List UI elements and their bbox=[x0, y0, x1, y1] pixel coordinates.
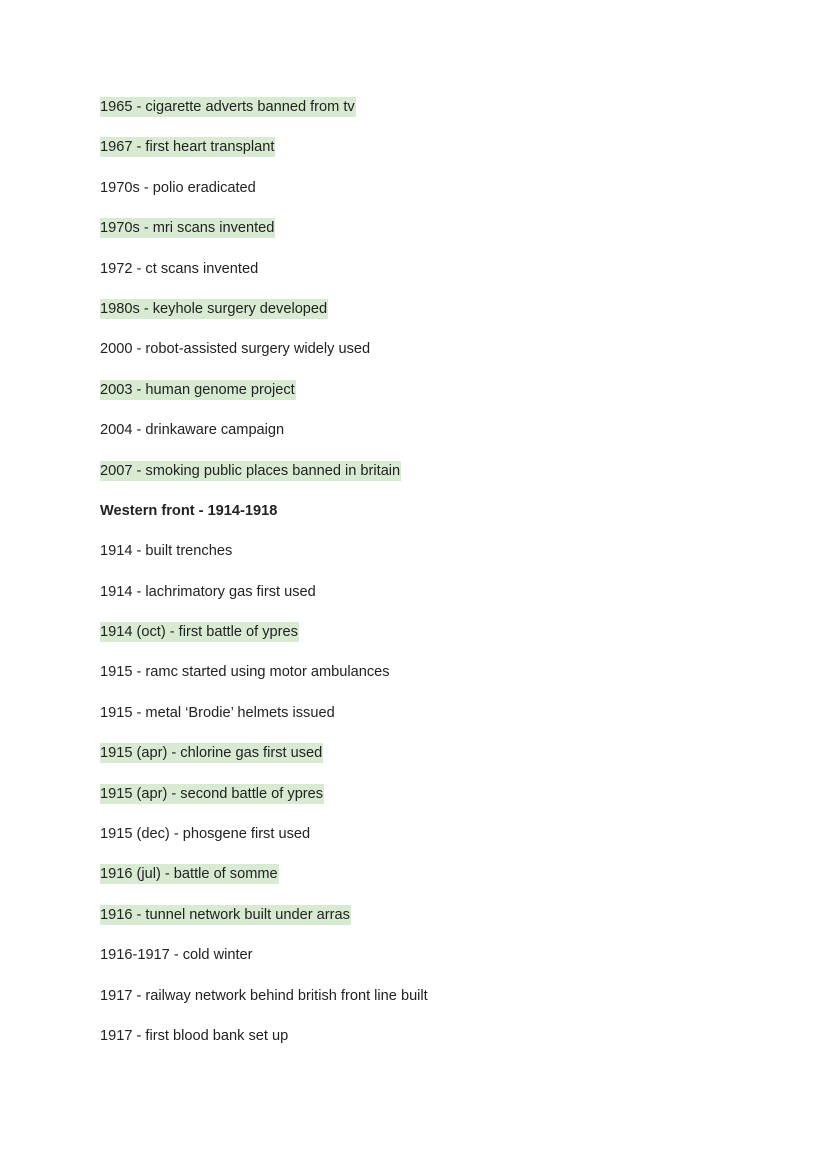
heading-text: Western front - 1914-1918 bbox=[100, 502, 278, 519]
entry-text: 1915 (apr) - chlorine gas first used bbox=[100, 745, 323, 762]
timeline-entry bbox=[100, 461, 740, 501]
entry-text: 1915 (dec) - phosgene first used bbox=[100, 826, 311, 843]
entry-text: 2004 - drinkaware campaign bbox=[100, 422, 285, 439]
timeline-entry bbox=[100, 986, 740, 1026]
entry-text: 1914 - lachrimatory gas first used bbox=[100, 583, 316, 600]
entry-text: 1970s - polio eradicated bbox=[100, 179, 256, 196]
timeline-entry bbox=[100, 945, 740, 985]
timeline-entry bbox=[100, 784, 740, 824]
timeline-entry bbox=[100, 137, 740, 177]
entry-text: 1970s - mri scans invented bbox=[100, 220, 275, 237]
entry-text: 2007 - smoking public places banned in britain bbox=[100, 462, 401, 479]
entry-text: 1917 - first blood bank set up bbox=[100, 1027, 289, 1044]
entry-text: 1914 (oct) - first battle of ypres bbox=[100, 624, 298, 641]
entry-text: 1914 - built trenches bbox=[100, 543, 233, 560]
timeline-entry bbox=[100, 541, 740, 581]
timeline-entry bbox=[100, 339, 740, 379]
timeline-entry bbox=[100, 582, 740, 622]
entry-text: 1916 (jul) - battle of somme bbox=[100, 866, 278, 883]
entry-text: 1916-1917 - cold winter bbox=[100, 947, 253, 964]
timeline-entry bbox=[100, 218, 740, 258]
entry-text: 1967 - first heart transplant bbox=[100, 139, 275, 156]
timeline-entry bbox=[100, 864, 740, 904]
timeline-entry bbox=[100, 905, 740, 945]
entry-text: 1965 - cigarette adverts banned from tv bbox=[100, 99, 355, 115]
timeline-entry bbox=[100, 299, 740, 339]
timeline-entry bbox=[100, 743, 740, 783]
entry-text: 1915 - ramc started using motor ambulances bbox=[100, 664, 390, 681]
entry-text: 1980s - keyhole surgery developed bbox=[100, 300, 328, 317]
timeline-entry bbox=[100, 662, 740, 702]
entry-text: 2003 - human genome project bbox=[100, 381, 295, 398]
timeline-entry bbox=[100, 824, 740, 864]
entry-text: 2000 - robot-assisted surgery widely used bbox=[100, 341, 371, 358]
timeline-entry bbox=[100, 420, 740, 460]
timeline-entry bbox=[100, 380, 740, 420]
entry-text: 1917 - railway network behind british front line built bbox=[100, 987, 428, 1004]
timeline-entry bbox=[100, 178, 740, 218]
entry-text: 1915 (apr) - second battle of ypres bbox=[100, 785, 324, 802]
entry-text: 1916 - tunnel network built under arras bbox=[100, 906, 350, 923]
timeline-entry bbox=[100, 97, 740, 137]
timeline-entry bbox=[100, 622, 740, 662]
section-heading bbox=[100, 501, 740, 541]
timeline-entry bbox=[100, 259, 740, 299]
timeline-list bbox=[100, 97, 740, 1066]
timeline-entry bbox=[100, 1026, 740, 1066]
timeline-entry bbox=[100, 703, 740, 743]
entry-text: 1972 - ct scans invented bbox=[100, 260, 259, 277]
entry-text: 1915 - metal ‘Brodie’ helmets issued bbox=[100, 704, 335, 721]
